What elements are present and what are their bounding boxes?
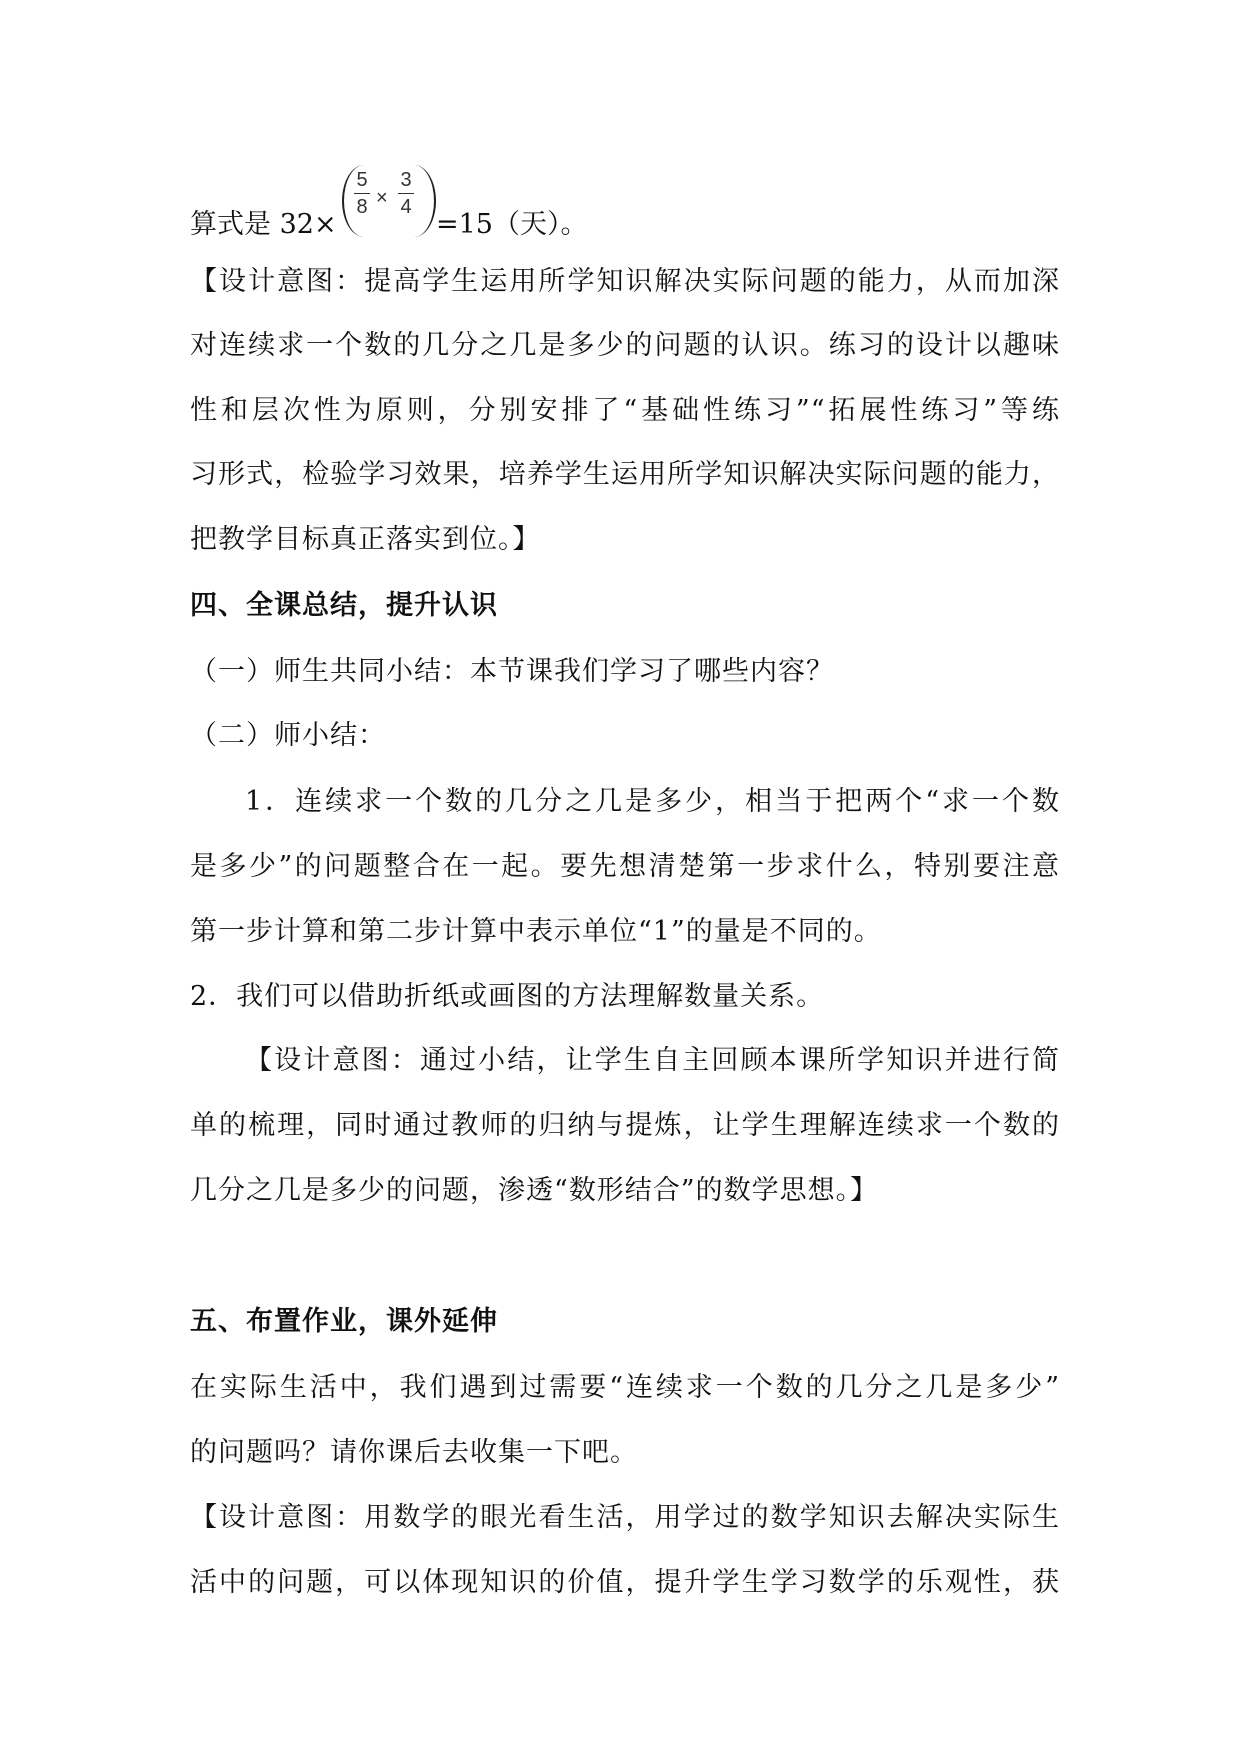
para1-line-3: 性和层次性为原则，分别安排了“基础性练习”“拓展性练习”等练: [190, 395, 1060, 426]
para3-line-1: 在实际生活中，我们遇到过需要“连续求一个数的几分之几是多少”: [190, 1372, 1060, 1403]
para2-line-2: 单的梳理，同时通过教师的归纳与提炼，让学生理解连续求一个数的: [190, 1110, 1060, 1141]
section-heading-five: 五、布置作业，课外延伸: [190, 1306, 498, 1337]
formula-suffix: =15（天）。: [436, 209, 588, 240]
fraction-denominator: 4: [400, 196, 412, 218]
para1-line-1: 【设计意图：提高学生运用所学知识解决实际问题的能力，从而加深: [190, 266, 1060, 297]
fraction-bar: [398, 193, 414, 194]
fraction-numerator: 3: [400, 169, 412, 191]
fraction-three-quarters: [398, 169, 414, 218]
fraction-numerator: 5: [356, 169, 368, 191]
section-heading-four: 四、全课总结，提升认识: [190, 590, 498, 621]
summary-item-1-line-3: 第一步计算和第二步计算中表示单位“1”的量是不同的。: [190, 916, 882, 947]
summary-item-1-line-2: 是多少”的问题整合在一起。要先想清楚第一步求什么，特别要注意: [190, 851, 1060, 882]
multiply-sign: ×: [376, 187, 388, 209]
para1-line-5: 把教学目标真正落实到位。】: [190, 524, 541, 555]
subsection-one: （一）师生共同小结：本节课我们学习了哪些内容？: [190, 656, 834, 687]
para4-line-2: 活中的问题，可以体现知识的价值，提升学生学习数学的乐观性，获: [190, 1567, 1060, 1598]
summary-item-2: 2．我们可以借助折纸或画图的方法理解数量关系。: [190, 981, 825, 1012]
fraction-denominator: 8: [356, 196, 368, 218]
fraction-five-eighths: [354, 169, 370, 218]
summary-item-1-line-1: 1．连续求一个数的几分之几是多少，相当于把两个“求一个数: [245, 786, 1060, 817]
para2-line-3: 几分之几是多少的问题，渗透“数形结合”的数学思想。】: [190, 1175, 879, 1206]
para1-line-2: 对连续求一个数的几分之几是多少的问题的认识。练习的设计以趣味: [190, 330, 1060, 361]
para4-line-1: 【设计意图：用数学的眼光看生活，用学过的数学知识去解决实际生: [190, 1502, 1060, 1533]
para2-line-1: 【设计意图：通过小结，让学生自主回顾本课所学知识并进行简: [245, 1045, 1060, 1076]
para3-line-2: 的问题吗？请你课后去收集一下吧。: [190, 1437, 638, 1468]
para1-line-4: 习形式，检验学习效果，培养学生运用所学知识解决实际问题的能力，: [190, 459, 1060, 490]
formula-prefix: 算式是 32×: [190, 209, 337, 240]
subsection-two: （二）师小结：: [190, 720, 386, 751]
fraction-bar: [354, 193, 370, 194]
